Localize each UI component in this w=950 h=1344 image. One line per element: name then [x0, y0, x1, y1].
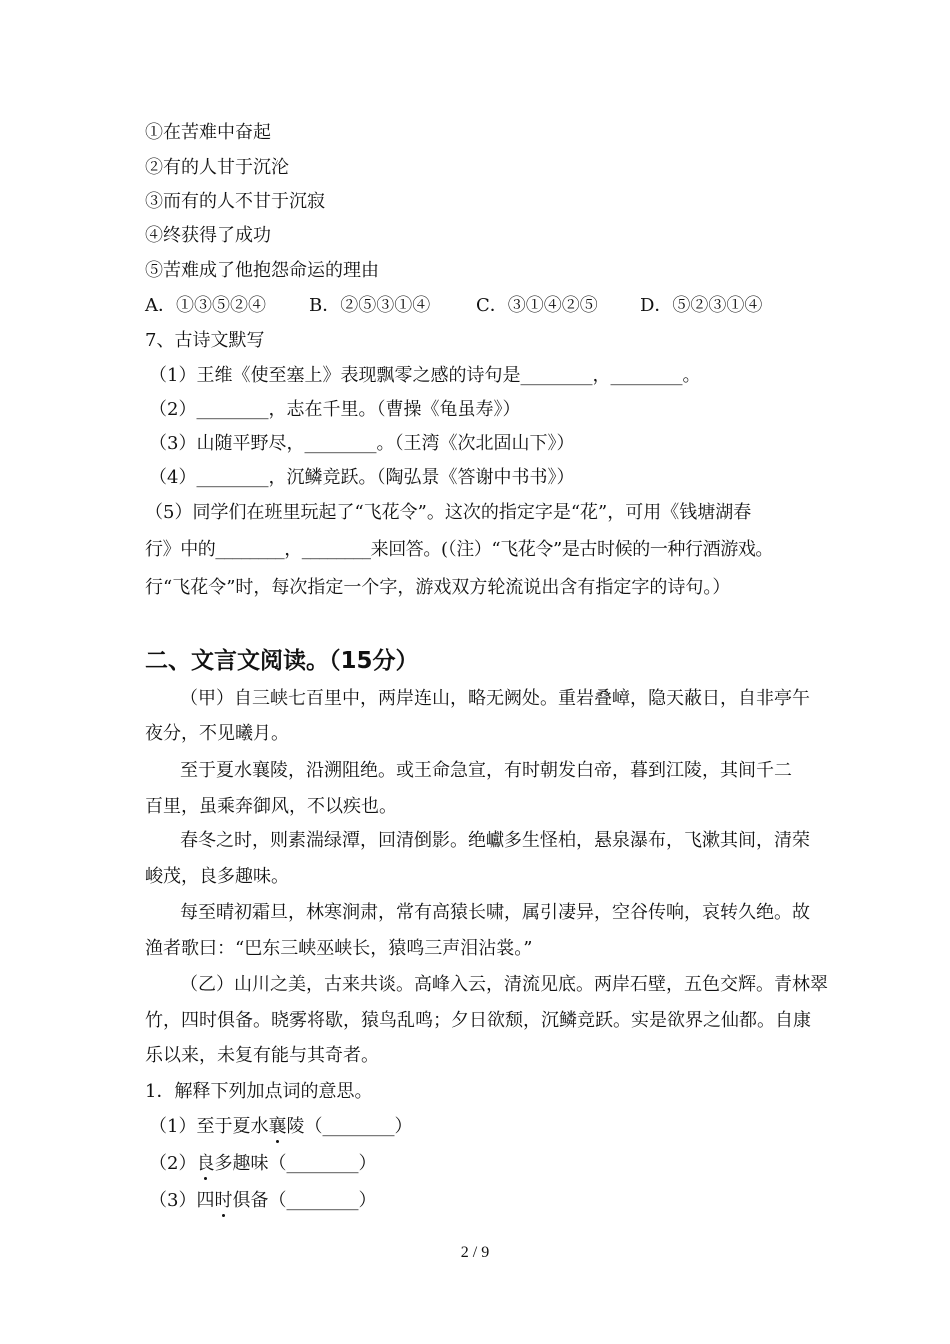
passage-line: 竹，四时俱备。晓雾将歇，猿鸟乱鸣；夕日欲颓，沉鳞竞跃。实是欲界之仙都。自康	[145, 1010, 811, 1031]
passage-line: 夜分，不见曦月。	[145, 723, 289, 744]
q6-item-5: ⑤苦难成了他抱怨命运的理由	[145, 260, 379, 281]
passage-line: （乙）山川之美，古来共谈。高峰入云，清流见底。两岸石壁，五色交辉。青林翠	[180, 974, 828, 995]
q1-item-3: （3）四时俱备（________）	[149, 1190, 377, 1211]
section-title: 二、文言文阅读。（15分）	[145, 648, 419, 674]
q1-item-1: （1）至于夏水襄陵（________）	[149, 1116, 413, 1137]
passage-line: （甲）自三峡七百里中，两岸连山，略无阙处。重岩叠嶂，隐天蔽日，自非亭午	[180, 688, 810, 709]
passage-line: 乐以来，未复有能与其奇者。	[145, 1045, 379, 1066]
q1-title: 1．解释下列加点词的意思。	[145, 1081, 373, 1102]
q7-item-5-line3: 行“飞花令”时，每次指定一个字，游戏双方轮流说出含有指定字的诗句。）	[145, 577, 731, 598]
q7-item-5-line1: （5）同学们在班里玩起了“飞花令”。这次的指定字是“花”，可用《钱塘湖春	[145, 502, 752, 523]
passage-line: 百里，虽乘奔御风，不以疾也。	[145, 796, 397, 817]
option-a: A．①③⑤②④	[145, 295, 266, 316]
passage-line: 每至晴初霜旦，林寒涧肃，常有高猿长啸，属引凄异，空谷传响，哀转久绝。故	[180, 902, 810, 923]
q7-title: 7、古诗文默写	[145, 330, 265, 351]
option-b: B．②⑤③①④	[309, 295, 431, 316]
passage-line: 峻茂，良多趣味。	[145, 866, 289, 887]
passage-line: 春冬之时，则素湍绿潭，回清倒影。绝巘多生怪柏，悬泉瀑布，飞漱其间，清荣	[180, 830, 810, 851]
q7-item-1: （1）王维《使至塞上》表现飘零之感的诗句是________，________。	[149, 365, 701, 386]
dotted-word: 襄	[268, 1116, 287, 1137]
passage-line: 渔者歌曰：“巴东三峡巫峡长，猿鸣三声泪沾裳。”	[145, 938, 533, 959]
page-number: 2 / 9	[460, 1244, 490, 1261]
q6-item-2: ②有的人甘于沉沦	[145, 157, 289, 178]
option-d: D．⑤②③①④	[640, 295, 763, 316]
q6-options	[145, 294, 762, 318]
option-c: C．③①④②⑤	[476, 295, 598, 316]
dotted-word: 时	[214, 1190, 233, 1211]
passage-line: 至于夏水襄陵，沿溯阻绝。或王命急宣，有时朝发白帝，暮到江陵，其间千二	[180, 760, 792, 781]
dotted-word: 良	[196, 1153, 215, 1174]
q6-item-4: ④终获得了成功	[145, 225, 271, 246]
q6-item-3: ③而有的人不甘于沉寂	[145, 191, 325, 212]
q7-item-3: （3）山随平野尽，________。（王湾《次北固山下》）	[149, 433, 575, 454]
q7-item-5-line2: 行》中的________，________来回答。(（注）“飞花令”是古时候的一种行酒游戏。	[145, 539, 774, 560]
q7-item-4: （4）________，沉鳞竞跃。（陶弘景《答谢中书书》）	[149, 467, 575, 488]
q6-item-1: ①在苦难中奋起	[145, 122, 271, 143]
q1-item-2: （2）良多趣味（________）	[149, 1153, 377, 1174]
q7-item-2: （2）________，志在千里。（曹操《龟虽寿》）	[149, 399, 521, 420]
